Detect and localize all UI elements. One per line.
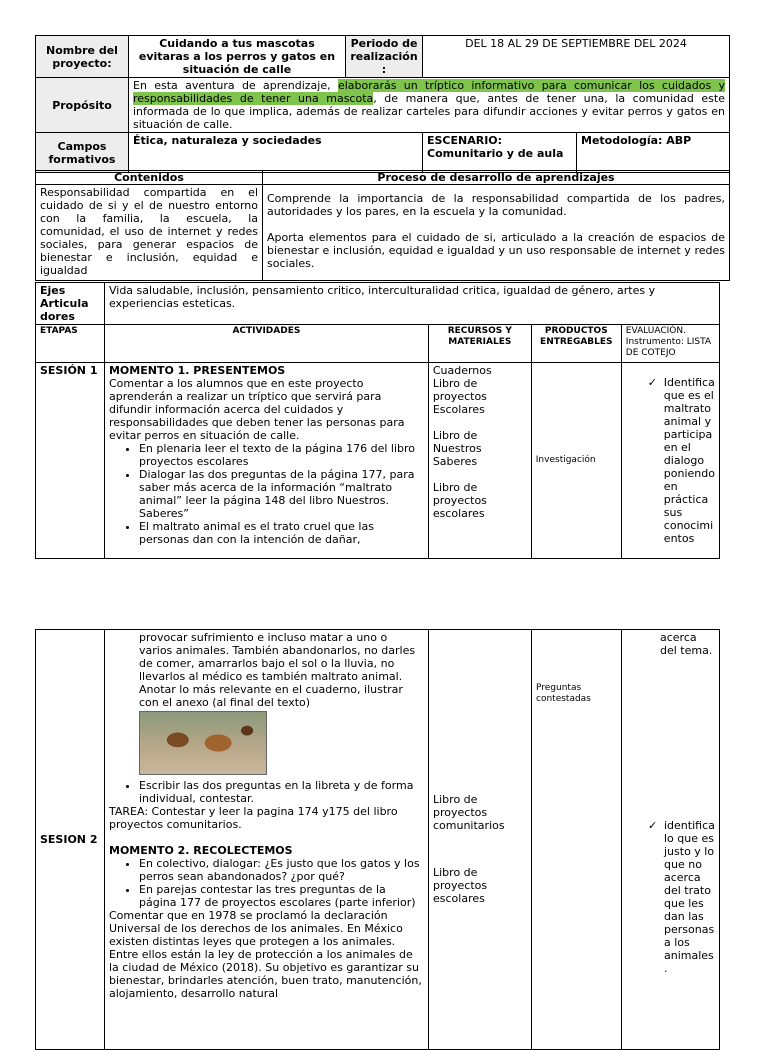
sesion1-evaluacion [621, 363, 719, 559]
sesion2-label: SESION 2 [36, 630, 105, 1050]
tarea-text: TAREA: Contestar y leer la pagina 174 y175 del libro proyectos comunitarios. [109, 805, 398, 831]
proposito-label: Propósito [36, 78, 129, 133]
contenidos-label: Contenidos [36, 171, 263, 185]
closing-text: Comentar que en 1978 se proclamó la declaración Universal de los derechos de los animales. En México existen distintas leyes que protegen a los animales. Entre ellos están la ley de protección a los animales de la ciudad de México (2018). Su objetivo es garantizar su bienestar, brindarles atención, buen trato, manutención, alojamiento, desarrollo natural [109, 909, 422, 1000]
sesion1-recursos [428, 363, 531, 559]
list-item-continued: provocar sufrimiento e incluso matar a uno o varios animales. También abandonarlos, no darles de comer, amarrarlos bajo el sol o la lluvia, no llevarlos al médico es también maltrato animal. Anotar lo más relevante en el cuaderno, ilustrar con el anexo (al final del texto) [139, 631, 416, 709]
activities-table-p2 [35, 629, 720, 1050]
sesion1-activities [104, 363, 428, 559]
dogs-illustration [139, 711, 267, 775]
sesion2-recursos [429, 630, 532, 1050]
ejes-label: Ejes Articula dores [36, 283, 105, 325]
list-item: • Dialogar las dos preguntas de la página 177, para saber más acerca de la información “maltrato animal” leer la página 148 del libro Nuestros. Saberes” [139, 468, 424, 520]
recurso-item: Libro de proyectos Escolares [432, 377, 487, 416]
proposito-text: En esta aventura de aprendizaje, elaborarás un tríptico informativo para comunicar los cuidados y responsabilidades de tener una mascota, de manera que, antes de tener una, la comunidad este informada de lo que implica, además de realizar carteles para difundir acciones y evitar perros y gatos en situación de calle. [129, 78, 730, 133]
sesion1-intro: Comentar a los alumnos que en este proyecto aprenderán a realizar un tríptico que servirá para difundir información acerca del cuidados y responsabilidades que deben tener las personas para evitar perros en situación de calle. [108, 377, 405, 442]
evaluation-continued: acerca del tema. [660, 631, 713, 657]
momento2-heading: MOMENTO 2. RECOLECTEMOS [109, 844, 293, 857]
contenido-text: Responsabilidad compartida en el cuidado de si y el de nuestro entorno con la familia, la escuela, la comunidad, el uso de internet y redes sociales, para generar espacios de bienestar e inclusión, equidad e igualdad [36, 185, 263, 281]
contenidos-table [35, 170, 730, 281]
col-actividades: ACTIVIDADES [104, 325, 428, 363]
nombre-label: Nombre del proyecto: [36, 36, 129, 78]
recurso-item: Libro de proyectos comunitarios [433, 793, 505, 832]
evaluation-item: ✓ Identifica que es el maltrato animal y participa en el dialogo poniendo en práctica sus conocimi entos [664, 376, 715, 545]
pda-text [263, 185, 730, 281]
sesion1-producto: Investigación [531, 363, 621, 559]
proposito-highlight: elaborarás un tríptico informativo para comunicar los cuidados y responsabilidades de tener una mascota [133, 79, 725, 105]
pda-1: Comprende la importancia de la responsabilidad compartida de los padres, autoridades y los pares, en la escuela y la comunidad. [267, 192, 725, 218]
pda-2: Aporta elementos para el cuidado de si, articulado a la creación de espacios de bienestar e inclusión, equidad e igualdad y un uso responsable de internet y redes sociales. [267, 231, 725, 270]
periodo-label: Periodo de realización : [346, 36, 423, 78]
recurso-item: Cuadernos [432, 364, 492, 377]
campos-value: Ética, naturaleza y sociedades [129, 133, 423, 173]
list-item: • En plenaria leer el texto de la página 176 del libro proyectos escolares [139, 442, 424, 468]
sesion2-activities [105, 630, 429, 1050]
periodo-value: DEL 18 AL 29 DE SEPTIEMBRE DEL 2024 [423, 36, 730, 78]
col-recursos: RECURSOS Y MATERIALES [428, 325, 531, 363]
ejes-value: Vida saludable, inclusión, pensamiento critico, interculturalidad critica, igualdad de género, artes y experiencias esteticas. [104, 283, 719, 325]
campos-label: Campos formativos [36, 133, 129, 173]
recurso-item: Libro de proyectos escolares [433, 866, 488, 905]
recurso-item: Libro de proyectos escolares [432, 481, 487, 520]
sesion2-productos [532, 630, 622, 1050]
escenario: ESCENARIO: Comunitario y de aula [423, 133, 577, 173]
col-etapas: ETAPAS [36, 325, 105, 363]
col-evaluacion: EVALUACIÓN. Instrumento: LISTA DE COTEJO [621, 325, 719, 363]
project-header-table [35, 35, 730, 173]
metodologia: Metodología: ABP [577, 133, 730, 173]
list-item: • En parejas contestar las tres preguntas de la página 177 de proyectos escolares (parte inferior) [139, 883, 424, 909]
recurso-item: Libro de Nuestros Saberes [432, 429, 482, 468]
project-name: Cuidando a tus mascotas evitaras a los perros y gatos en situación de calle [129, 36, 346, 78]
activities-table-p1 [35, 282, 720, 559]
producto-item: Preguntas contestadas [536, 683, 591, 704]
momento1-heading: MOMENTO 1. PRESENTEMOS [108, 364, 286, 377]
evaluation-item: ✓ identifica lo que es justo y lo que no acerca del trato que les dan las personas a los animales . [664, 819, 715, 975]
col-productos: PRODUCTOS ENTREGABLES [531, 325, 621, 363]
list-item: • En colectivo, dialogar: ¿Es justo que los gatos y los perros sean abandonados? ¿por qué? [139, 857, 424, 883]
pda-label: Proceso de desarrollo de aprendizajes [263, 171, 730, 185]
sesion2-evaluacion [622, 630, 720, 1050]
sesion1-label: SESIÓN 1 [36, 363, 105, 559]
list-item: • El maltrato animal es el trato cruel que las personas dan con la intención de dañar, [139, 520, 424, 546]
list-item: • Escribir las dos preguntas en la libreta y de forma individual, contestar. [139, 779, 424, 805]
